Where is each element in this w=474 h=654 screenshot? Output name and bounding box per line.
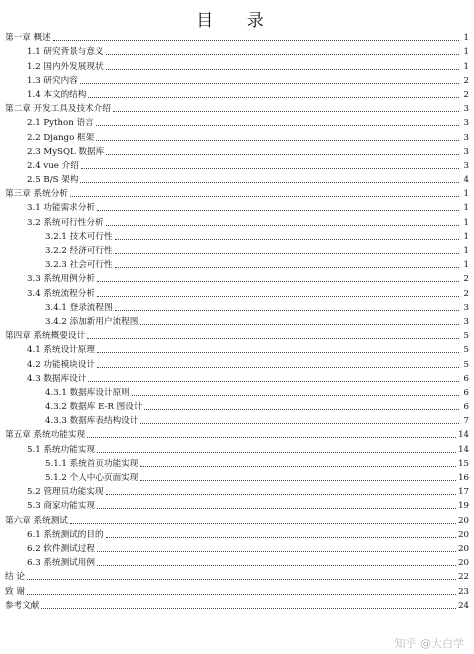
toc-entry-label: 2.3 MySQL 数据库 [27, 146, 105, 157]
toc-entry-page: 1 [463, 61, 469, 72]
toc-entry[interactable] [5, 128, 469, 142]
toc-entry[interactable] [5, 483, 469, 497]
toc-entry-label: 第三章 系统分析 [5, 189, 68, 200]
toc-entry-label: 3.4.1 登录流程图 [45, 302, 113, 313]
toc-leader-dots [53, 39, 459, 41]
toc-entry-page: 6 [463, 402, 469, 413]
toc-entry-page: 2 [463, 75, 469, 86]
toc-entry-page: 1 [463, 47, 469, 58]
toc-leader-dots [144, 408, 459, 410]
toc-leader-dots [97, 451, 456, 453]
toc-leader-dots [106, 493, 457, 495]
toc-entry-page: 1 [463, 189, 469, 200]
toc-entry-page: 7 [463, 416, 469, 427]
toc-entry[interactable] [5, 384, 469, 398]
toc-entry[interactable] [5, 171, 469, 185]
toc-leader-dots [96, 124, 459, 126]
toc-entry[interactable] [5, 568, 469, 582]
toc-entry-label: 3.2.3 社会可行性 [45, 260, 113, 271]
toc-leader-dots [106, 224, 459, 226]
toc-entry[interactable] [5, 497, 469, 511]
toc-entry-page: 20 [458, 543, 469, 554]
toc-leader-dots [87, 337, 459, 339]
toc-leader-dots [81, 167, 459, 169]
toc-entry-page: 3 [463, 104, 469, 115]
toc-entry-label: 3.2.1 技术可行性 [45, 231, 113, 242]
toc-leader-dots [140, 465, 456, 467]
toc-leader-dots [140, 422, 459, 424]
toc-entry-label: 第二章 开发工具及技术介绍 [5, 104, 111, 115]
toc-entry-label: 5.1.1 系统首页功能实现 [45, 458, 139, 469]
watermark: 知乎 @大白学 [394, 637, 464, 650]
toc-entry-label: 6.2 软件测试过程 [27, 543, 95, 554]
toc-entry[interactable] [5, 72, 469, 86]
toc-entry-label: 4.1 系统设计原理 [27, 345, 95, 356]
toc-leader-dots [97, 295, 459, 297]
toc-entry-page: 3 [463, 118, 469, 129]
toc-entry[interactable] [5, 284, 469, 298]
toc-entry[interactable] [5, 100, 469, 114]
toc-entry-page: 5 [463, 359, 469, 370]
toc-leader-dots [140, 323, 459, 325]
toc-entry[interactable] [5, 582, 469, 596]
toc-leader-dots [27, 578, 456, 580]
toc-entry-label: 第一章 概述 [5, 33, 51, 44]
toc-entry-page: 3 [463, 302, 469, 313]
toc-entry-label: 第五章 系统功能实现 [5, 430, 86, 441]
toc-entry-page: 1 [463, 33, 469, 44]
toc-entry[interactable] [5, 526, 469, 540]
toc-entry-page: 14 [458, 430, 469, 441]
toc-entry[interactable] [5, 355, 469, 369]
toc-entry-label: 第四章 系统概要设计 [5, 331, 86, 342]
toc-entry-label: 1.3 研究内容 [27, 75, 78, 86]
toc-entry[interactable] [5, 199, 469, 213]
toc-entry-label: 6.3 系统测试用例 [27, 558, 95, 569]
toc-entry[interactable] [5, 398, 469, 412]
toc-entry-page: 1 [463, 260, 469, 271]
toc-leader-dots [97, 280, 459, 282]
toc-entry-label: 3.1 功能需求分析 [27, 203, 95, 214]
toc-entry-label: 3.4.2 添加新用户流程图 [45, 316, 139, 327]
toc-entry-page: 20 [458, 558, 469, 569]
table-of-contents [5, 29, 469, 611]
toc-leader-dots [80, 82, 459, 84]
toc-entry-label: 3.3 系统用例分析 [27, 274, 95, 285]
toc-entry-label: 1.1 研究背景与意义 [27, 47, 104, 58]
toc-entry[interactable] [5, 370, 469, 384]
toc-entry[interactable] [5, 143, 469, 157]
toc-entry-page: 5 [463, 345, 469, 356]
toc-entry-label: 3.2 系统可行性分析 [27, 217, 104, 228]
toc-entry-page: 2 [463, 89, 469, 100]
toc-entry-page: 2 [463, 288, 469, 299]
toc-entry-page: 1 [463, 246, 469, 256]
toc-entry-label: 4.3.2 数据库 E-R 图设计 [45, 402, 143, 413]
toc-leader-dots [97, 507, 456, 509]
toc-leader-dots [87, 436, 456, 438]
toc-entry-label: 4.2 功能模块设计 [27, 359, 95, 370]
toc-leader-dots [115, 266, 459, 268]
toc-entry-page: 3 [463, 160, 469, 171]
toc-entry-label: 4.3.1 数据库设计原则 [45, 387, 130, 398]
toc-entry[interactable] [5, 157, 469, 171]
toc-entry-label: 3.4 系统流程分析 [27, 288, 95, 299]
toc-entry[interactable] [5, 299, 469, 313]
toc-leader-dots [106, 153, 459, 155]
toc-entry-page: 20 [458, 529, 469, 540]
toc-leader-dots [115, 309, 459, 311]
toc-entry-label: 2.5 B/S 架构 [27, 175, 79, 186]
toc-entry-page: 3 [463, 146, 469, 157]
toc-entry-label: 2.4 vue 介绍 [27, 160, 79, 171]
toc-entry-page: 6 [463, 387, 469, 398]
toc-entry-page: 17 [458, 487, 469, 498]
toc-entry-page: 3 [463, 132, 469, 143]
toc-entry-page: 1 [463, 217, 469, 228]
toc-leader-dots [115, 252, 459, 254]
toc-entry[interactable] [5, 228, 469, 242]
toc-entry-page: 16 [458, 473, 469, 483]
toc-entry-label: 1.4 本文的结构 [27, 89, 87, 100]
toc-entry-page: 3 [463, 316, 469, 327]
toc-entry-label: 4.3 数据库设计 [27, 373, 87, 384]
toc-entry-page: 22 [458, 572, 469, 583]
toc-entry-label: 2.1 Python 语言 [27, 118, 94, 129]
toc-entry-label: 2.2 Django 框架 [27, 132, 95, 143]
toc-entry[interactable] [5, 469, 469, 483]
toc-entry[interactable] [5, 86, 469, 100]
toc-entry-label: 4.3.3 数据库表结构设计 [45, 416, 139, 427]
toc-entry[interactable] [5, 29, 469, 43]
toc-entry-page: 19 [458, 501, 469, 512]
toc-entry-page: 23 [458, 586, 469, 597]
toc-entry[interactable] [5, 185, 469, 199]
toc-entry-page: 2 [463, 274, 469, 285]
toc-entry[interactable] [5, 440, 469, 454]
toc-entry-label: 第六章 系统测试 [5, 515, 68, 526]
toc-entry[interactable] [5, 327, 469, 341]
toc-entry[interactable] [5, 242, 469, 256]
toc-entry[interactable] [5, 57, 469, 71]
toc-entry[interactable] [5, 114, 469, 128]
toc-entry-label: 致 谢 [5, 586, 25, 597]
toc-entry-page: 5 [463, 331, 469, 342]
toc-entry-page: 24 [458, 600, 469, 611]
toc-entry-label: 1.2 国内外发展现状 [27, 61, 104, 72]
toc-entry-label: 5.2 管理员功能实现 [27, 487, 104, 498]
toc-leader-dots [97, 209, 459, 211]
toc-entry-label: 参考文献 [5, 600, 40, 611]
toc-entry[interactable] [5, 43, 469, 57]
toc-leader-dots [106, 68, 459, 70]
toc-entry-page: 1 [463, 231, 469, 242]
toc-leader-dots [115, 238, 459, 240]
toc-leader-dots [97, 564, 456, 566]
toc-entry[interactable] [5, 426, 469, 440]
toc-entry-page: 15 [458, 458, 469, 469]
toc-leader-dots [88, 96, 459, 98]
toc-entry[interactable] [5, 540, 469, 554]
toc-entry-label: 5.1.2 个人中心页面实现 [45, 473, 139, 483]
toc-entry-label: 5.3 商家功能实现 [27, 501, 95, 512]
toc-entry-page: 6 [463, 373, 469, 384]
toc-leader-dots [97, 351, 459, 353]
toc-leader-dots [96, 139, 459, 141]
toc-leader-dots [41, 607, 456, 609]
toc-entry[interactable] [5, 213, 469, 227]
toc-leader-dots [80, 181, 459, 183]
toc-leader-dots [70, 195, 459, 197]
toc-leader-dots [140, 479, 456, 481]
toc-entry[interactable] [5, 554, 469, 568]
toc-leader-dots [27, 593, 456, 595]
toc-entry[interactable] [5, 313, 469, 327]
toc-entry[interactable] [5, 597, 469, 611]
toc-entry-label: 5.1 系统功能实现 [27, 444, 95, 455]
toc-leader-dots [106, 536, 457, 538]
toc-leader-dots [70, 522, 456, 524]
toc-leader-dots [113, 110, 459, 112]
toc-entry-label: 结 论 [5, 572, 25, 583]
toc-entry-page: 1 [463, 203, 469, 214]
toc-leader-dots [97, 366, 459, 368]
toc-entry[interactable] [5, 511, 469, 525]
toc-entry-page: 20 [458, 515, 469, 526]
toc-leader-dots [106, 53, 459, 55]
toc-entry[interactable] [5, 270, 469, 284]
toc-title: 目 录 [196, 11, 278, 31]
toc-entry-label: 6.1 系统测试的目的 [27, 529, 104, 540]
toc-entry[interactable] [5, 341, 469, 355]
toc-entry-label: 3.2.2 经济可行性 [45, 246, 113, 256]
toc-leader-dots [97, 550, 456, 552]
toc-entry[interactable] [5, 412, 469, 426]
toc-entry-page: 4 [463, 175, 469, 186]
toc-entry[interactable] [5, 455, 469, 469]
toc-entry[interactable] [5, 256, 469, 270]
toc-leader-dots [88, 380, 459, 382]
toc-leader-dots [132, 394, 459, 396]
toc-entry-page: 14 [458, 444, 469, 455]
